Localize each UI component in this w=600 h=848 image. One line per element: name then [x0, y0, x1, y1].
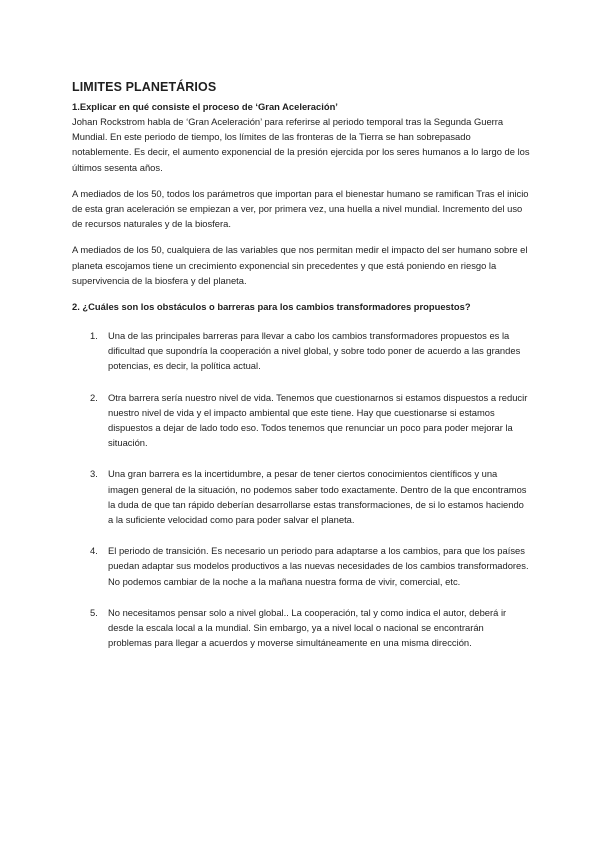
list-item-text: El periodo de transición. Es necesario un periodo para adaptarse a los cambios, para que los países puedan adaptar sus modelos productivos a las nuevas necesidades de los cambios transformadores. No podemos cambiar de la noche a la mañana nuestra forma de vivir, comercial, etc.: [108, 545, 529, 587]
document-title: LIMITES PLANETÁRIOS: [72, 80, 217, 94]
list-item: [72, 328, 530, 374]
question-2-heading: 2. ¿Cuáles son los obstáculos o barreras para los cambios transformadores propuestos?: [72, 301, 471, 313]
q1-paragraph-3: A mediados de los 50, cualquiera de las variables que nos permitan medir el impacto del ser humano sobre el planeta escojamos tiene un crecimiento exponencial sin precedentes y que está poniendo en riesgo la supervivencia de la biosfera y del planeta.: [72, 244, 528, 286]
q1-paragraph-2: A mediados de los 50, todos los parámetros que importan para el bienestar humano se ramifican Tras el inicio de esta gran aceleración se empiezan a ver, por primera vez, una huella a nivel mundial. Incremento del uso de recursos naturales y de la biosfera.: [72, 187, 529, 230]
list-item-text: Una gran barrera es la incertidumbre, a pesar de tener ciertos conocimientos científicos y una imagen general de la situación, no podemos saber todo exactamente. Dentro de la que encontramos la duda de que tan rápido deberían desarrollarse estas transformaciones, de si lo estamos haciendo a la suficiente velocidad como para poder salvar el planeta.: [108, 468, 527, 526]
list-item-number: 2.: [90, 391, 98, 403]
list-item: [72, 605, 530, 651]
list-item-number: 5.: [90, 606, 98, 618]
list-item-text: No necesitamos pensar solo a nivel global.. La cooperación, tal y como indica el autor, deberá ir desde la escala local a la mundial. Sin embargo, ya a nivel local o nacional se encontrarán problemas para llegar a acuerdos y moverse simultáneamente en una misma dirección.: [108, 606, 507, 649]
list-item: [72, 466, 530, 527]
document-body: [72, 80, 530, 666]
obstacles-list: [72, 328, 530, 650]
list-item-number: 3.: [90, 468, 98, 480]
list-item-number: 1.: [90, 330, 98, 342]
list-item: [72, 543, 530, 589]
list-item-text: Otra barrera sería nuestro nivel de vida. Tenemos que cuestionarnos si estamos dispuestos a reducir nuestro nivel de vida y el impacto ambiental que este tiene. Hay que cuestionarse si estamos dispuestos a dejar de lado todo eso. Todos tenemos que renunciar un poco para poder mejorar la situación.: [108, 391, 528, 449]
list-item-text: Una de las principales barreras para llevar a cabo los cambios transformadores propuestos es la dificultad que supondría la cooperación a nivel global, y sobre todo poner de acuerdo a las grandes potencias, es decir, la política actual.: [108, 330, 521, 372]
list-item: [72, 390, 530, 451]
question-1-heading: 1.Explicar en qué consiste el proceso de ‘Gran Aceleración’: [72, 101, 338, 112]
list-item-number: 4.: [90, 545, 98, 557]
q1-paragraph-1: Johan Rockstrom habla de ‘Gran Aceleración’ para referirse al periodo temporal tras la Segunda Guerra Mundial. En este periodo de tiempo, los límites de las fronteras de la Tierra se han sobrepasado notablemente. Es decir, el aumento exponencial de la presión ejercida por los seres humanos a lo largo de los últimos sesenta años.: [72, 116, 530, 173]
